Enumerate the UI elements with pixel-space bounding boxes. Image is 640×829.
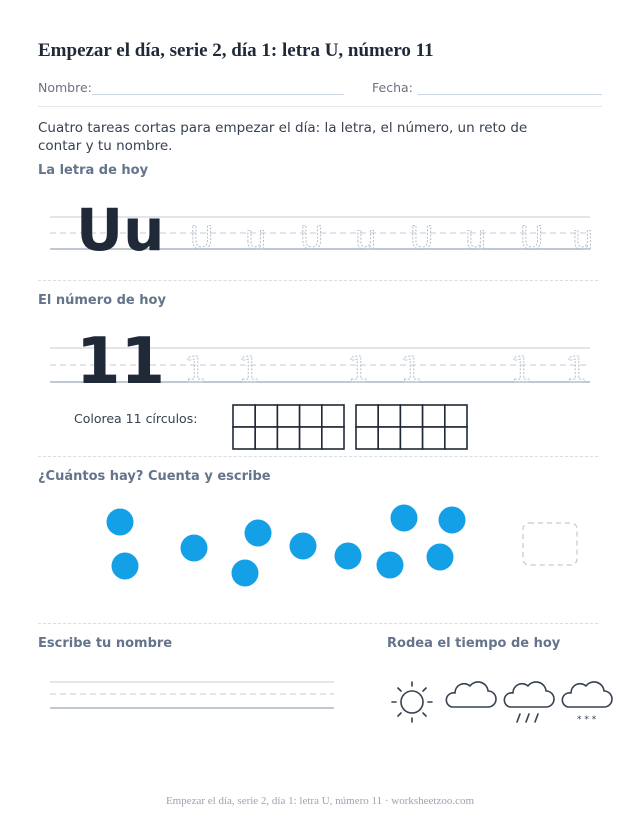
worksheet-title: Empezar el día, serie 2, día 1: letra U, número 11 [38,40,434,61]
trace-letter[interactable]: U [520,219,544,257]
letter-model: Uu [76,196,165,264]
trace-letter[interactable]: u [245,218,267,258]
snow-cloud-icon[interactable] [562,682,612,725]
trace-letter[interactable]: U [300,219,324,257]
weather-section-heading: Rodea el tiempo de hoy [387,636,561,651]
number-model: 11 [76,325,166,399]
name-field-label: Nombre: [38,80,92,95]
letter-section-heading: La letra de hoy [38,163,149,178]
cloud-icon[interactable] [446,682,496,707]
trace-letter[interactable]: U [410,219,434,257]
number-section-heading: El número de hoy [38,293,166,308]
name-section-heading: Escribe tu nombre [38,636,173,651]
trace-letter[interactable]: u [572,218,594,258]
trace-letter[interactable]: u [465,218,487,258]
trace-digit[interactable]: 1 [184,350,207,391]
trace-digit[interactable]: 1 [510,350,533,391]
trace-digit[interactable]: 1 [347,350,370,391]
intro-text: Cuatro tareas cortas para empezar el día: la letra, el número, un reto de contar y tu nombre. [38,120,528,154]
trace-letter[interactable]: U [190,219,214,257]
trace-digit[interactable]: 1 [400,350,423,391]
date-field-label: Fecha: [372,80,413,95]
snowflake-marks: * * * [577,715,597,725]
trace-digit[interactable]: 1 [565,350,588,391]
rain-cloud-icon[interactable] [504,682,554,722]
page-footer: Empezar el día, serie 2, día 1: letra U, número 11 · worksheetzoo.com [165,795,475,807]
count-section-heading: ¿Cuántos hay? Cuenta y escribe [38,469,271,484]
count-instruction: Colorea 11 círculos: [74,411,198,426]
sun-icon[interactable] [392,682,432,722]
trace-letter[interactable]: u [355,218,377,258]
trace-digit[interactable]: 1 [238,350,261,391]
